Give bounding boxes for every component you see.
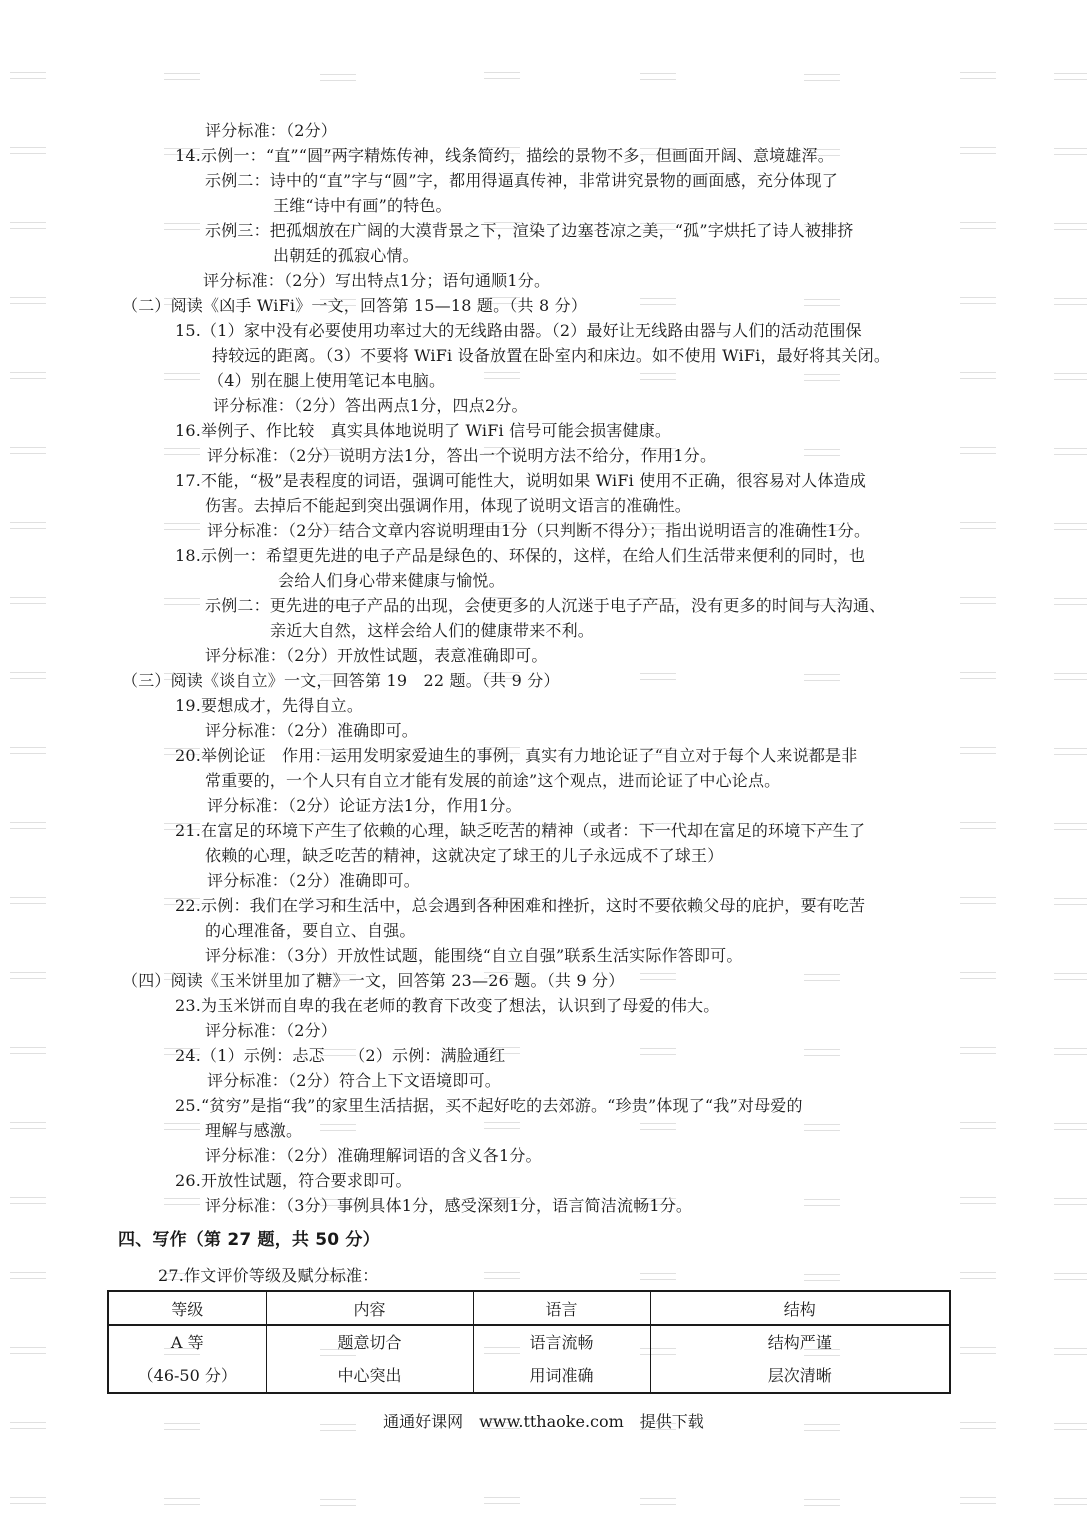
watermark-mark [10,897,46,904]
watermark-mark [320,1124,356,1131]
watermark-mark [10,822,46,829]
watermark-mark [164,223,200,230]
grade-label: A 等 [170,1333,204,1352]
watermark-mark [960,1122,996,1129]
scoring-note: 评分标准：（2分）写出特点1分；语句通顺1分。 [203,271,551,290]
watermark-mark [960,897,996,904]
watermark-mark [164,1123,200,1130]
watermark-mark [804,1199,840,1206]
answer-16: 16.举例子、作比较 真实具体地说明了 WiFi 信号可能会损害健康。 [175,421,672,440]
scoring-note: 评分标准：（2分）结合文章内容说明理由1分（只判断不得分）；指出说明语言的准确性1分。 [207,521,871,540]
watermark-mark [10,1197,46,1204]
watermark-mark [1054,373,1087,380]
structure-cell [650,1325,950,1393]
watermark-mark [640,298,676,305]
watermark-mark [960,597,996,604]
content-criterion: 题意切合 [337,1333,402,1352]
answer-18-example-1: 18.示例一：希望更先进的电子产品是绿色的、环保的，这样，在给人们生活带来便利的同时，也 [175,546,866,565]
scoring-note: 评分标准：（2分） [205,121,337,140]
section-2-heading: （二）阅读《凶手 WiFi》一文，回答第 15—18 题。（共 8 分） [122,296,588,315]
answer-24: 24.（1）示例：忐忑 （2）示例：满脸通红 [175,1046,506,1065]
watermark-mark [960,822,996,829]
watermark-mark [10,297,46,304]
watermark-mark [804,974,840,981]
watermark-mark [10,147,46,154]
watermark-mark [960,522,996,529]
answer-18-example-2: 示例二：更先进的电子产品的出现，会使更多的人沉迷于电子产品，没有更多的时间与人沟通、 [205,596,886,615]
watermark-mark [1054,448,1087,455]
watermark-mark [1054,1273,1087,1280]
answer-18-example-1-cont: 会给人们身心带来健康与愉悦。 [278,571,505,590]
watermark-mark [320,74,356,81]
watermark-mark [484,1272,520,1279]
watermark-mark [640,673,676,680]
watermark-mark [484,72,520,79]
watermark-mark [1054,1048,1087,1055]
watermark-mark [484,1122,520,1129]
answer-17-cont: 伤害。去掉后不能起到突出强调作用，体现了说明文语言的准确性。 [205,496,692,515]
watermark-mark [640,973,676,980]
grade-cell [108,1325,266,1393]
watermark-mark [10,72,46,79]
section-4-heading: （四）阅读《玉米饼里加了糖》一文，回答第 23—26 题。（共 9 分） [122,971,625,990]
watermark-mark [1054,898,1087,905]
watermark-mark [1054,523,1087,530]
watermark-mark [960,1272,996,1279]
watermark-mark [640,373,676,380]
section-3-heading: （三）阅读《谈自立》一文，回答第 19 22 题。（共 9 分） [122,671,560,690]
watermark-mark [960,147,996,154]
watermark-mark [1054,1123,1087,1130]
watermark-mark [10,672,46,679]
watermark-mark [960,372,996,379]
scoring-note: 评分标准：（3分）事例具体1分，感受深刻1分，语言简洁流畅1分。 [205,1196,693,1215]
watermark-mark [640,1498,676,1505]
content-criterion: 中心突出 [337,1366,402,1385]
watermark-mark [10,522,46,529]
watermark-mark [10,1122,46,1129]
scoring-note: 评分标准：（2分）说明方法1分，答出一个说明方法不给分，作用1分。 [207,446,717,465]
header-structure: 结构 [650,1291,950,1325]
watermark-mark [960,672,996,679]
watermark-mark [164,1198,200,1205]
watermark-mark [10,372,46,379]
watermark-mark [1054,1348,1087,1355]
watermark-mark [804,299,840,306]
watermark-mark [804,1124,840,1131]
watermark-mark [10,747,46,754]
answer-21: 21.在富足的环境下产生了依赖的心理，缺乏吃苦的精神（或者：下一代却在富足的环境下产生了 [175,821,866,840]
answer-18-example-2-cont: 亲近大自然，这样会给人们的健康带来不利。 [270,621,595,640]
essay-criteria-title: 27.作文评价等级及赋分标准： [158,1266,379,1285]
watermark-mark [640,73,676,80]
writing-section-heading: 四、写作（第 27 题，共 50 分） [118,1230,380,1250]
answer-14-example-3: 示例三：把孤烟放在广阔的大漠背景之下，渲染了边塞苍凉之美，“孤”字烘托了诗人被排挤 [205,221,854,240]
answer-14-example-1: 14.示例一：“直”“圆”两字精炼传神，线条简约，描绘的景物不多，但画面开阔、意境雄浑。 [175,146,834,165]
answer-21-cont: 依赖的心理，缺乏吃苦的精神，这就决定了球王的儿子永远成不了球王） [205,846,724,865]
watermark-mark [960,297,996,304]
watermark-mark [1054,298,1087,305]
watermark-mark [10,1347,46,1354]
answer-23: 23.为玉米饼而自卑的我在老师的教育下改变了想法，认识到了母爱的伟大。 [175,996,720,1015]
answer-25: 25.“贫穷”是指“我”的家里生活拮据，买不起好吃的去郊游。“珍贵”体现了“我”对母爱的 [175,1096,803,1115]
watermark-mark [960,72,996,79]
watermark-mark [1054,823,1087,830]
watermark-mark [804,1049,840,1056]
watermark-mark [164,1498,200,1505]
scoring-note: 评分标准：（2分）开放性试题，表意准确即可。 [205,646,548,665]
grade-range: （46-50 分） [137,1366,237,1385]
watermark-mark [804,1499,840,1506]
watermark-mark [1054,1498,1087,1505]
watermark-mark [1054,73,1087,80]
watermark-mark [804,1274,840,1281]
answer-14-example-3-cont: 出朝廷的孤寂心情。 [273,246,419,265]
watermark-mark [960,1347,996,1354]
answer-14-example-2-cont: 王维“诗中有画”的特色。 [273,196,452,215]
watermark-mark [10,222,46,229]
watermark-mark [960,1047,996,1054]
language-criterion: 语言流畅 [529,1333,594,1352]
watermark-mark [1054,973,1087,980]
watermark-mark [320,1499,356,1506]
watermark-mark [10,597,46,604]
watermark-mark [164,448,200,455]
answer-19: 19.要想成才，先得自立。 [175,696,364,715]
header-content: 内容 [266,1291,473,1325]
watermark-mark [960,1197,996,1204]
table-header-row [108,1291,950,1325]
watermark-mark [804,74,840,81]
watermark-mark [960,1497,996,1504]
answer-15-cont: 持较远的距离。（3）不要将 WiFi 设备放置在卧室内和床边。如不使用 WiFi，最好将其关闭。 [212,346,891,365]
watermark-mark [1054,1198,1087,1205]
watermark-mark [804,674,840,681]
scoring-note: 评分标准：（2分）符合上下文语境即可。 [207,1071,501,1090]
scoring-note: 评分标准：（2分）论证方法1分，作用1分。 [207,796,522,815]
scoring-note: 评分标准：（2分）准确即可。 [207,871,420,890]
watermark-mark [1054,148,1087,155]
footer-source: 通通好课网 www.tthaoke.com 提供下载 [383,1412,704,1431]
watermark-mark [10,1047,46,1054]
watermark-mark [960,747,996,754]
watermark-mark [960,972,996,979]
header-grade: 等级 [108,1291,266,1325]
scoring-note: 评分标准：（2分）准确即可。 [205,721,418,740]
structure-criterion: 层次清晰 [767,1366,832,1385]
watermark-mark [10,1497,46,1504]
header-language: 语言 [473,1291,650,1325]
watermark-mark [804,374,840,381]
watermark-mark [10,972,46,979]
answer-14-example-2: 示例二：诗中的“直”字与“圆”字，都用得逼真传神，非常讲究景物的画面感，充分体现了 [205,171,838,190]
answer-25-cont: 理解与感激。 [205,1121,303,1140]
watermark-mark [484,1497,520,1504]
watermark-mark [164,523,200,530]
watermark-mark [484,372,520,379]
watermark-mark [1054,598,1087,605]
answer-15-cont: （4）别在腿上使用笔记本电脑。 [208,371,446,390]
watermark-mark [164,598,200,605]
answer-20: 20.举例论证 作用：运用发明家爱迪生的事例，真实有力地论证了“自立对于每个人来说都是非 [175,746,858,765]
watermark-mark [10,1272,46,1279]
answer-17: 17.不能，“极”是表程度的词语，强调可能性大，说明如果 WiFi 使用不正确，很容易对人体造成 [175,471,867,490]
scoring-note: 评分标准：（3分）开放性试题，能围绕“自立自强”联系生活实际作答即可。 [205,946,743,965]
scoring-note: 评分标准：（2分） [205,1021,337,1040]
essay-grading-table [107,1290,951,1394]
answer-20-cont: 常重要的，一个人只有自立才能有发展的前途”这个观点，进而论证了中心论点。 [205,771,781,790]
table-row [108,1325,950,1393]
watermark-mark [1054,673,1087,680]
answer-22-cont: 的心理准备，要自立、自强。 [205,921,416,940]
answer-22: 22.示例：我们在学习和生活中，总会遇到各种困难和挫折，这时不要依赖父母的庇护，要有吃苦 [175,896,866,915]
watermark-mark [960,222,996,229]
watermark-mark [1054,223,1087,230]
scoring-note: 评分标准：（2分）答出两点1分，四点2分。 [213,396,528,415]
watermark-mark [960,447,996,454]
watermark-mark [10,447,46,454]
watermark-mark [640,1048,676,1055]
watermark-mark [640,1123,676,1130]
watermark-mark [1054,748,1087,755]
language-criterion: 用词准确 [529,1366,594,1385]
watermark-mark [804,449,840,456]
watermark-mark [164,73,200,80]
watermark-mark [640,1273,676,1280]
language-cell [473,1325,650,1393]
structure-criterion: 结构严谨 [767,1333,832,1352]
answer-26: 26.开放性试题，符合要求即可。 [175,1171,412,1190]
answer-15: 15.（1）家中没有必要使用功率过大的无线路由器。（2）最好让无线路由器与人们的活动范围保 [175,321,862,340]
watermark-mark [164,373,200,380]
content-cell [266,1325,473,1393]
scoring-note: 评分标准：（2分）准确理解词语的含义各1分。 [205,1146,542,1165]
